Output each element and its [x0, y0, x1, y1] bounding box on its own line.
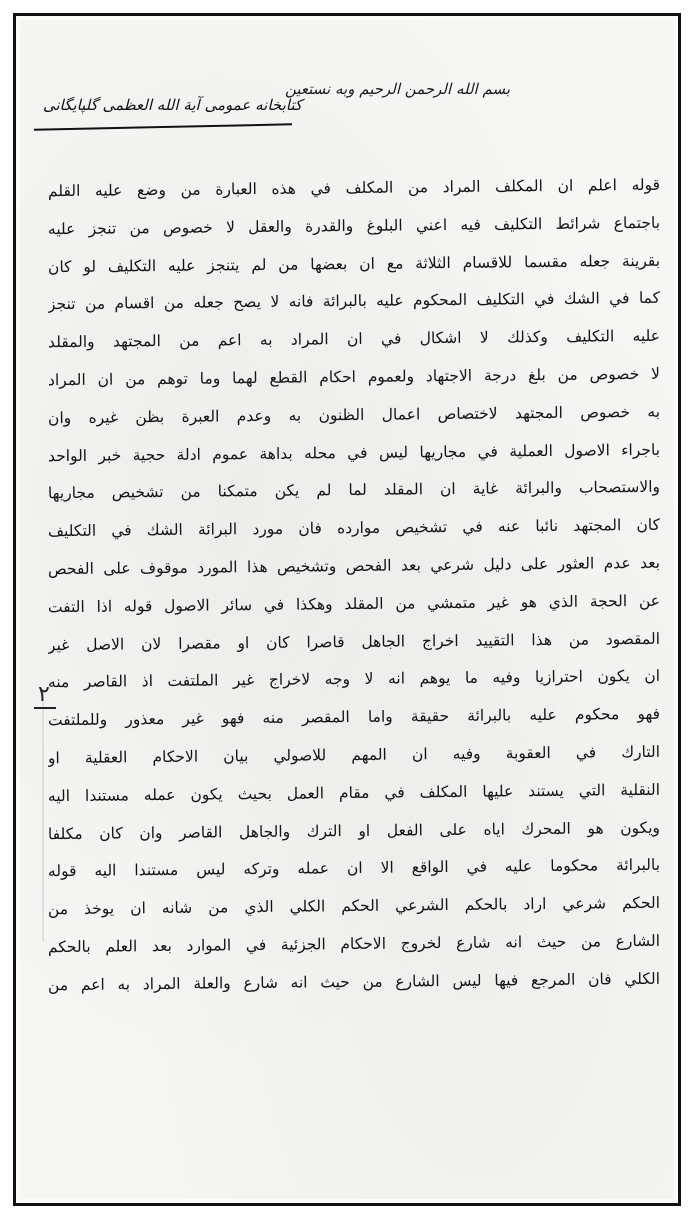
text-line: عليه التكليف وكذلك لا اشكال في ان المراد به اعم من المجتهد والمقلد: [47, 326, 661, 352]
text-line: المقصود من هذا التقييد اخراج الجاهل قاصرا كان او مقصرا لان الاصل غير: [47, 629, 661, 654]
text-line: باجراء الاصول العملية في مجاريها ليس في محله بداهة عموم ادلة حجية خبر الواحد: [47, 440, 661, 465]
text-line: ويكون هو المحرك اياه على الفعل او الترك والجاهل القاصر وان كان مكلفا: [47, 818, 661, 843]
manuscript-page: [20, 20, 674, 1199]
document-frame: [13, 13, 681, 1206]
text-line: ان يكون احترازيا وفيه ما يوهم انه لا وجه لاخراج غير الملتفت اذ القاصر منه: [47, 667, 661, 692]
text-line: بعد عدم العثور على دليل شرعي بعد الفحص وتشخيص هذا المورد موقوف على الفحص: [47, 553, 661, 579]
manuscript-body: [48, 170, 660, 1002]
text-line: كان المجتهد نائبا عنه في تشخيص موارده فان مورد البرائة الشك في التكليف: [47, 515, 661, 541]
text-line: التارك في العقوبة وفيه ان المهم للاصولي بيان الاحكام العقلية او: [47, 742, 661, 768]
text-line: لا خصوص من بلغ درجة الاجتهاد ولعموم احكام القطع لهما وما توهم من ان المراد: [47, 364, 661, 390]
library-stamp-text: کتابخانه عمومی آیة الله العظمی گلپایگانی: [42, 96, 302, 114]
text-line: كما في الشك في التكليف المحكوم عليه بالبرائة فانه لا يصح جعله من اقسام من تنجز: [47, 289, 661, 314]
margin-number-text: ۲: [38, 682, 50, 707]
text-line: فهو محكوم عليه بالبرائة حقيقة واما المقصر منه فهو غير معذور وللملتفت: [47, 704, 661, 730]
text-line: قوله اعلم ان المكلف المراد من المكلف في هذه العبارة من وضع عليه القلم: [47, 175, 661, 201]
text-line: الحكم شرعي اراد بالحكم الشرعي الحكم الكلي الذي من شانه ان يوخذ من: [47, 893, 661, 919]
text-line: عن الحجة الذي هو غير متمشي من المقلد وهكذا في سائر الاصول قوله اذا التفت: [47, 591, 661, 616]
text-line: الشارع من حيث انه شارع لخروج الاحكام الجزئية في الموارد بعد العلم بالحكم: [47, 931, 661, 957]
text-line: بقرينة جعله مقسما للاقسام الثلاثة مع ان بعضها من لم يتنجز عليه التكليف لو كان: [47, 251, 661, 276]
text-line: والاستصحاب والبرائة غاية ان المقلد لما لم يكن متمكنا من تشخيص مجاريها: [47, 478, 661, 503]
stamp-underline: [34, 123, 292, 130]
basmala: بسم الله الرحمن الرحيم وبه نستعين: [284, 80, 510, 98]
library-stamp: [34, 82, 302, 128]
text-line: الكلي فان المرجع فيها ليس الشارع من حيث انه شارع والعلة المراد به اعم من: [47, 969, 661, 994]
margin-guide: [42, 692, 44, 942]
text-line: باجتماع شرائط التكليف فيه اعني البلوغ والقدرة والعقل لا خصوص من تنجز عليه: [47, 213, 661, 239]
text-line: به خصوص المجتهد لاختصاص اعمال الظنون به وعدم العبرة بظن غيره وان: [47, 402, 661, 427]
text-line: النقلية التي يستند عليها المكلف في مقام العمل بحيث يكون عمله مستندا اليه: [47, 780, 661, 805]
text-line: بالبرائة محكوما عليه في الواقع الا ان عمله وتركه ليس مستندا اليه قوله: [47, 856, 661, 881]
